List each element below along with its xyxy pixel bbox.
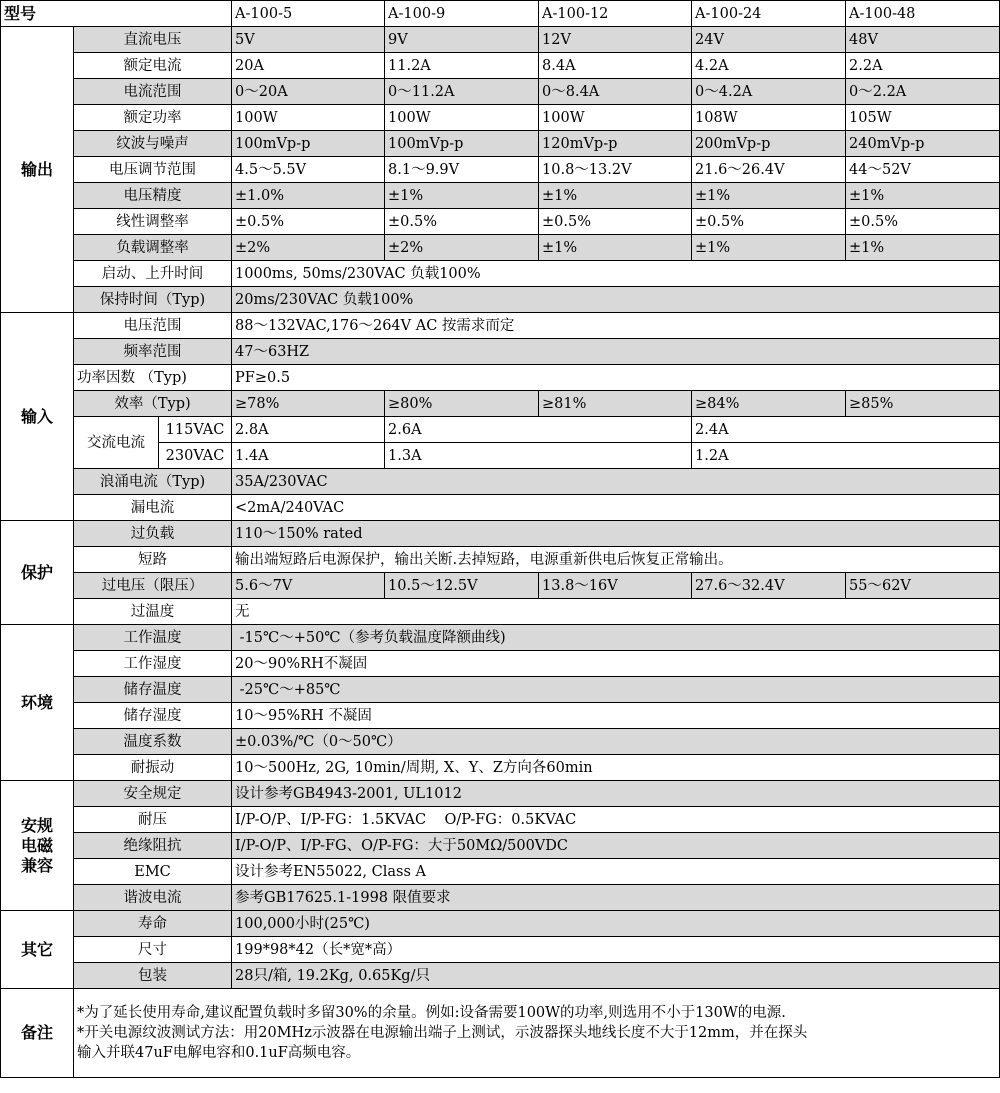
cell: 设计参考GB4943-2001, UL1012 bbox=[232, 781, 1000, 807]
cell: 100W bbox=[539, 105, 692, 131]
protection-overtemp-row bbox=[1, 599, 1000, 625]
cell: 100mVp-p bbox=[232, 131, 385, 157]
cell: 100mVp-p bbox=[385, 131, 539, 157]
row-label: 电压精度 bbox=[74, 183, 232, 209]
cell: 0～4.2A bbox=[692, 79, 846, 105]
sub-label: 115VAC bbox=[159, 417, 232, 443]
cell: 1.4A bbox=[232, 443, 385, 469]
row-label: 过温度 bbox=[74, 599, 232, 625]
row-label: 额定功率 bbox=[74, 105, 232, 131]
row-label: 过电压（限压） bbox=[74, 573, 232, 599]
protection-overvoltage-row bbox=[1, 573, 1000, 599]
row-label: 纹波与噪声 bbox=[74, 131, 232, 157]
env-work-temp-row bbox=[1, 625, 1000, 651]
cell: 0～8.4A bbox=[539, 79, 692, 105]
cell: 21.6～26.4V bbox=[692, 157, 846, 183]
category-environment: 环境 bbox=[1, 625, 74, 781]
cell: 输出端短路后电源保护，输出关断.去掉短路，电源重新供电后恢复正常输出。 bbox=[232, 547, 1000, 573]
protection-overload-row bbox=[1, 521, 1000, 547]
cell: 4.2A bbox=[692, 53, 846, 79]
output-rated-power-row bbox=[1, 105, 1000, 131]
cell: 5V bbox=[232, 27, 385, 53]
output-ripple-row bbox=[1, 131, 1000, 157]
protection-short-circuit-row bbox=[1, 547, 1000, 573]
row-label: 频率范围 bbox=[74, 339, 232, 365]
cell: ≥84% bbox=[692, 391, 846, 417]
cell: 10.8～13.2V bbox=[539, 157, 692, 183]
safety-withstand-row bbox=[1, 807, 1000, 833]
model-3: A-100-12 bbox=[539, 1, 692, 27]
cell: ≥81% bbox=[539, 391, 692, 417]
category-protection: 保护 bbox=[1, 521, 74, 625]
category-other: 其它 bbox=[1, 911, 74, 989]
output-current-range-row bbox=[1, 79, 1000, 105]
row-label: 电压范围 bbox=[74, 313, 232, 339]
cell: 0～20A bbox=[232, 79, 385, 105]
row-label: 额定电流 bbox=[74, 53, 232, 79]
cell: 2.2A bbox=[846, 53, 1000, 79]
cell: ±0.5% bbox=[232, 209, 385, 235]
output-rated-current-row bbox=[1, 53, 1000, 79]
row-label: 温度系数 bbox=[74, 729, 232, 755]
input-efficiency-row bbox=[1, 391, 1000, 417]
model-label: 型号 bbox=[1, 1, 232, 27]
cell: ±1% bbox=[539, 183, 692, 209]
cell: ±1% bbox=[692, 235, 846, 261]
cell: 88～132VAC,176～264V AC 按需求而定 bbox=[232, 313, 1000, 339]
cell: 27.6～32.4V bbox=[692, 573, 846, 599]
cell: ±2% bbox=[385, 235, 539, 261]
category-output: 输出 bbox=[1, 27, 74, 313]
sub-label: 230VAC bbox=[159, 443, 232, 469]
model-5: A-100-48 bbox=[846, 1, 1000, 27]
notes-cell bbox=[74, 989, 1000, 1078]
input-voltage-range-row bbox=[1, 313, 1000, 339]
input-inrush-row bbox=[1, 469, 1000, 495]
cell: ≥85% bbox=[846, 391, 1000, 417]
row-label: 交流电流 bbox=[74, 417, 159, 469]
input-power-factor-row bbox=[1, 365, 1000, 391]
row-label: 绝缘阻抗 bbox=[74, 833, 232, 859]
cell: ±0.03%/℃（0～50℃） bbox=[232, 729, 1000, 755]
output-voltage-accuracy-row bbox=[1, 183, 1000, 209]
cell: 2.8A bbox=[232, 417, 385, 443]
cell: 55～62V bbox=[846, 573, 1000, 599]
row-label: 谐波电流 bbox=[74, 885, 232, 911]
model-1: A-100-5 bbox=[232, 1, 385, 27]
cell: 28只/箱, 19.2Kg, 0.65Kg/只 bbox=[232, 963, 1000, 989]
row-label: 寿命 bbox=[74, 911, 232, 937]
input-leakage-row bbox=[1, 495, 1000, 521]
cell: ≥78% bbox=[232, 391, 385, 417]
safety-emc-row bbox=[1, 859, 1000, 885]
cell: 无 bbox=[232, 599, 1000, 625]
output-line-regulation-row bbox=[1, 209, 1000, 235]
output-startup-row bbox=[1, 261, 1000, 287]
cell: ±0.5% bbox=[692, 209, 846, 235]
cell: 105W bbox=[846, 105, 1000, 131]
cell: 10.5～12.5V bbox=[385, 573, 539, 599]
cell: <2mA/240VAC bbox=[232, 495, 1000, 521]
cell: 1.2A bbox=[692, 443, 1000, 469]
safety-harmonic-row bbox=[1, 885, 1000, 911]
cell: 20A bbox=[232, 53, 385, 79]
row-label: 直流电压 bbox=[74, 27, 232, 53]
cell: -15℃～+50℃（参考负载温度降额曲线) bbox=[232, 625, 1000, 651]
row-label: 尺寸 bbox=[74, 937, 232, 963]
cell: 13.8～16V bbox=[539, 573, 692, 599]
other-size-row bbox=[1, 937, 1000, 963]
row-label: 耐振动 bbox=[74, 755, 232, 781]
cell: 240mVp-p bbox=[846, 131, 1000, 157]
category-input: 输入 bbox=[1, 313, 74, 521]
row-label: 工作湿度 bbox=[74, 651, 232, 677]
model-4: A-100-24 bbox=[692, 1, 846, 27]
cell: 10～95%RH 不凝固 bbox=[232, 703, 1000, 729]
other-packing-row bbox=[1, 963, 1000, 989]
cell: 120mVp-p bbox=[539, 131, 692, 157]
cell: 设计参考EN55022, Class A bbox=[232, 859, 1000, 885]
row-label: 电压调节范围 bbox=[74, 157, 232, 183]
model-2: A-100-9 bbox=[385, 1, 539, 27]
row-label: EMC bbox=[74, 859, 232, 885]
cell: 48V bbox=[846, 27, 1000, 53]
category-notes: 备注 bbox=[1, 989, 74, 1078]
cell: ±2% bbox=[232, 235, 385, 261]
row-label: 工作温度 bbox=[74, 625, 232, 651]
cell: 1000ms, 50ms/230VAC 负载100% bbox=[232, 261, 1000, 287]
row-label: 耐压 bbox=[74, 807, 232, 833]
output-load-regulation-row bbox=[1, 235, 1000, 261]
notes-row bbox=[1, 989, 1000, 1078]
category-safety: 安规 电磁 兼容 bbox=[1, 781, 74, 911]
row-label: 电流范围 bbox=[74, 79, 232, 105]
output-voltage-adj-row bbox=[1, 157, 1000, 183]
header-row bbox=[1, 1, 1000, 27]
cell: I/P-O/P、I/P-FG、O/P-FG：大于50MΩ/500VDC bbox=[232, 833, 1000, 859]
cell: 8.4A bbox=[539, 53, 692, 79]
cell: 8.1～9.9V bbox=[385, 157, 539, 183]
cell: 0～11.2A bbox=[385, 79, 539, 105]
cell: 10～500Hz, 2G, 10min/周期, X、Y、Z方向各60min bbox=[232, 755, 1000, 781]
cell: ±1% bbox=[846, 235, 1000, 261]
cell: ≥80% bbox=[385, 391, 539, 417]
note-line-3: 输入并联47uF电解电容和0.1uF高频电容。 bbox=[77, 1045, 361, 1061]
cell: 199*98*42（长*宽*高） bbox=[232, 937, 1000, 963]
cell: 20～90%RH不凝固 bbox=[232, 651, 1000, 677]
cell: 11.2A bbox=[385, 53, 539, 79]
cell: ±1% bbox=[846, 183, 1000, 209]
note-line-1: *为了延长使用寿命,建议配置负载时多留30%的余量。例如:设备需要100W的功率,则选用不小于130W的电源. bbox=[77, 1005, 786, 1021]
output-dc-voltage-row bbox=[1, 27, 1000, 53]
env-storage-humidity-row bbox=[1, 703, 1000, 729]
cell: 100W bbox=[385, 105, 539, 131]
cell: ±1% bbox=[539, 235, 692, 261]
cell: 108W bbox=[692, 105, 846, 131]
cell: ±1% bbox=[385, 183, 539, 209]
cell: I/P-O/P、I/P-FG：1.5KVAC O/P-FG：0.5KVAC bbox=[232, 807, 1000, 833]
cell: 44～52V bbox=[846, 157, 1000, 183]
cell: ±0.5% bbox=[539, 209, 692, 235]
cell: 200mVp-p bbox=[692, 131, 846, 157]
row-label: 启动、上升时间 bbox=[74, 261, 232, 287]
row-label: 负载调整率 bbox=[74, 235, 232, 261]
cell: 110～150% rated bbox=[232, 521, 1000, 547]
cell: 0～2.2A bbox=[846, 79, 1000, 105]
row-label: 包装 bbox=[74, 963, 232, 989]
env-work-humidity-row bbox=[1, 651, 1000, 677]
cell: 100W bbox=[232, 105, 385, 131]
input-ac-current-115-row bbox=[1, 417, 1000, 443]
safety-std-row bbox=[1, 781, 1000, 807]
cell: 20ms/230VAC 负载100% bbox=[232, 287, 1000, 313]
cell: 24V bbox=[692, 27, 846, 53]
cell: -25℃～+85℃ bbox=[232, 677, 1000, 703]
row-label: 漏电流 bbox=[74, 495, 232, 521]
cell: PF≥0.5 bbox=[232, 365, 1000, 391]
env-temp-coeff-row bbox=[1, 729, 1000, 755]
cell: 2.6A bbox=[385, 417, 692, 443]
cell: 参考GB17625.1-1998 限值要求 bbox=[232, 885, 1000, 911]
row-label: 浪涌电流（Typ) bbox=[74, 469, 232, 495]
cell: 5.6～7V bbox=[232, 573, 385, 599]
note-line-2: *开关电源纹波测试方法：用20MHz示波器在电源输出端子上测试，示波器探头地线长度不大于12mm，并在探头 bbox=[77, 1025, 808, 1041]
cell: 100,000小时(25℃) bbox=[232, 911, 1000, 937]
row-label: 线性调整率 bbox=[74, 209, 232, 235]
cell: ±0.5% bbox=[846, 209, 1000, 235]
row-label: 功率因数 （Typ) bbox=[74, 365, 232, 391]
cell: 47～63HZ bbox=[232, 339, 1000, 365]
cell: 9V bbox=[385, 27, 539, 53]
cell: 35A/230VAC bbox=[232, 469, 1000, 495]
cell: ±1% bbox=[692, 183, 846, 209]
other-lifetime-row bbox=[1, 911, 1000, 937]
row-label: 保持时间（Typ) bbox=[74, 287, 232, 313]
row-label: 过负载 bbox=[74, 521, 232, 547]
row-label: 安全规定 bbox=[74, 781, 232, 807]
cell: ±0.5% bbox=[385, 209, 539, 235]
cell: ±1.0% bbox=[232, 183, 385, 209]
row-label: 短路 bbox=[74, 547, 232, 573]
input-freq-range-row bbox=[1, 339, 1000, 365]
cell: 12V bbox=[539, 27, 692, 53]
cell: 4.5～5.5V bbox=[232, 157, 385, 183]
row-label: 储存湿度 bbox=[74, 703, 232, 729]
safety-insulation-row bbox=[1, 833, 1000, 859]
cell: 2.4A bbox=[692, 417, 1000, 443]
output-hold-time-row bbox=[1, 287, 1000, 313]
row-label: 储存温度 bbox=[74, 677, 232, 703]
cell: 1.3A bbox=[385, 443, 692, 469]
env-storage-temp-row bbox=[1, 677, 1000, 703]
row-label: 效率（Typ) bbox=[74, 391, 232, 417]
env-vibration-row bbox=[1, 755, 1000, 781]
